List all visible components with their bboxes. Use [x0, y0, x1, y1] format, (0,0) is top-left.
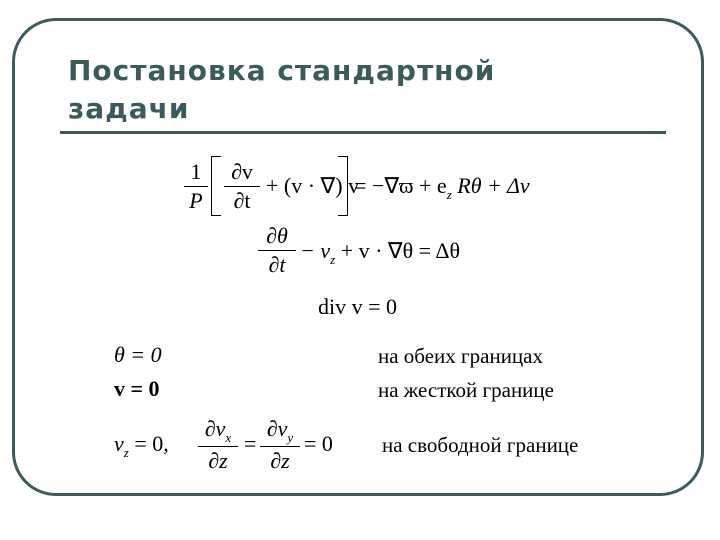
- dt-denominator: ∂t: [233, 188, 251, 214]
- bc-theta-formula: θ = 0: [114, 342, 162, 367]
- dtheta-numerator: ∂θ: [266, 223, 288, 248]
- fraction-bar: [224, 186, 260, 187]
- heat-terms: [300, 238, 461, 267]
- coef-denominator: P: [189, 188, 203, 214]
- fraction-bar: [198, 446, 238, 447]
- continuity-equation: div v = 0: [318, 294, 398, 319]
- dvy-dz-fraction: [260, 417, 300, 473]
- bc-vz-tail: = 0,: [134, 431, 169, 456]
- bc-vz: v: [114, 431, 124, 456]
- dvx-symbol: ∂v: [204, 416, 226, 441]
- bc-vz-subscript: z: [123, 445, 129, 460]
- dvx-numerator: [198, 417, 238, 444]
- dtheta-dt-fraction: [258, 224, 296, 277]
- bc-theta-label: на обеих границах: [378, 344, 543, 368]
- title-line-2: задачи: [68, 92, 190, 125]
- heat-vz: − v: [300, 238, 331, 263]
- rhs-main: = −∇ϖ + e: [354, 173, 447, 198]
- fraction-bar: [184, 186, 208, 187]
- title-underline: [60, 131, 666, 134]
- fraction-bar: [258, 250, 296, 251]
- heat-subscript: z: [330, 252, 336, 267]
- left-bracket: [211, 156, 221, 216]
- heat-rest: + v · ∇θ = Δθ: [340, 238, 461, 263]
- dvy-symbol: ∂v: [266, 416, 288, 441]
- dvy-numerator: [260, 417, 300, 444]
- right-bracket: [338, 156, 348, 216]
- dvx-dz-fraction: [198, 417, 238, 473]
- bc-velocity-formula: v = 0: [114, 376, 160, 401]
- dvy-subscript: y: [287, 430, 294, 445]
- bc-vz-term: [114, 431, 169, 460]
- dz-denominator: ∂z: [270, 448, 290, 474]
- bc-free-tail: = 0: [304, 431, 333, 456]
- bc-velocity-label: на жесткой границе: [378, 378, 554, 402]
- slide-title: [68, 52, 495, 128]
- title-line-1: Постановка стандартной: [68, 54, 496, 87]
- fraction-bar: [260, 446, 300, 447]
- dvx-subscript: x: [225, 430, 232, 445]
- dt-denominator: ∂t: [268, 252, 286, 278]
- coefficient-fraction: [184, 160, 208, 213]
- rhs-tail: Rθ + Δv: [457, 173, 530, 198]
- dz-denominator: ∂z: [208, 448, 228, 474]
- bc-free-label: на свободной границе: [382, 433, 579, 457]
- advective-term: + (v · ∇) v: [266, 173, 360, 198]
- coef-numerator: 1: [190, 159, 202, 184]
- momentum-rhs: [354, 173, 530, 202]
- rhs-subscript: z: [446, 187, 452, 202]
- dv-numerator: ∂v: [231, 159, 253, 184]
- bc-equals: =: [244, 431, 257, 456]
- dv-dt-fraction: [224, 160, 260, 213]
